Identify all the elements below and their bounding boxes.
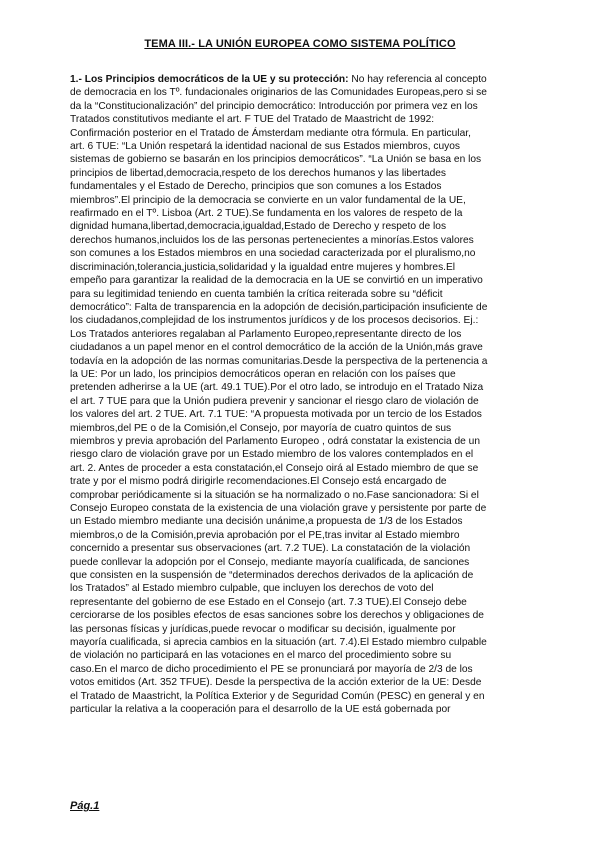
page-number: Pág.1	[70, 800, 100, 812]
paragraph-line: puede conllevar la adopción por el Consejo, mediante mayoría cualificada, de sanciones	[70, 556, 470, 568]
paragraph-line: da la “Constitucionalización” del principio democrático: Introducción por primera vez en los	[70, 100, 478, 112]
paragraph-line: sistemas de gobierno se basarán en los principios democráticos”. “La Unión se basa en los	[70, 154, 482, 166]
paragraph-line: los Tratados” al Estado miembro culpable, que incluyen los derechos de voto del	[70, 583, 434, 595]
paragraph-line: trate y por el mismo podrá dirigirle recomendaciones.El Consejo está encargado de	[70, 476, 447, 488]
paragraph-line: Los Tratados anteriores regalaban al Parlamento Europeo,representante directo de los	[70, 328, 462, 340]
paragraph-line: un Estado miembro mediante una decisión unánime,a propuesta de 1/3 de los Estados	[70, 516, 463, 528]
paragraph-line: fundamentales y el Estado de Derecho, principios que son comunes a los Estados	[70, 181, 442, 193]
paragraph-line: ciudadanos a un papel menor en el control democrático de la acción de la Unión,más grave	[70, 342, 483, 354]
paragraph-line: mayoría cualificada, si aprecia cambios en la situación (art. 7.4).El Estado miembro culpable	[70, 637, 487, 649]
paragraph-line: Consejo Europeo constata de la existencia de una violación grave y persistente por parte de	[70, 503, 487, 514]
paragraph-line: dignidad humana,libertad,democracia,igualdad,Estado de Derecho y respeto de los	[70, 221, 447, 233]
section-heading: 1.- Los Principios democráticos de la UE y su protección:	[70, 74, 349, 85]
paragraph-line: pretenden adherirse a la UE (art. 49.1 TUE).Por el otro lado, se introdujo en el Tratado Niza	[70, 382, 484, 394]
paragraph-line: miembros”.El principio de la democracia se convierte en un valor fundamental de la UE,	[70, 194, 466, 206]
paragraph-line: las personas físicas y jurídicas,puede revocar o modificar su decisión, igualmente por	[70, 623, 456, 635]
document-title: TEMA III.- LA UNIÓN EUROPEA COMO SISTEMA POLÍTICO	[144, 38, 456, 50]
paragraph-line: representante del gobierno de ese Estado en el Consejo (art. 7.3 TUE).El Consejo debe	[70, 596, 467, 608]
paragraph-line: miembros,o de la Comisión,previa aprobación por el PE,tras invitar al Estado miembro	[70, 529, 460, 541]
paragraph-line: el art. 7 TUE para que la Unión pudiera prevenir y sancionar el riesgo claro de violación de	[70, 395, 479, 407]
paragraph-line: comprobar periódicamente si la situación se ha normalizado o no.Fase sancionadora: Si el	[70, 489, 479, 501]
paragraph-line: reafirmado en el Tº. Lisboa (Art. 2 TUE).Se fundamenta en los valores de respeto de la	[70, 208, 463, 220]
paragraph-line: que consisten en la suspensión de “determinados derechos derivados de la aplicación de	[70, 570, 474, 582]
paragraph-line: Confirmación posterior en el Tratado de Ámsterdam mediante otra fórmula. En particular,	[70, 127, 471, 139]
paragraph-line: los valores del art. 2 TUE. Art. 7.1 TUE: “A propuesta motivada por un tercio de los Estados	[70, 409, 482, 421]
first-line	[70, 73, 534, 86]
paragraph-line: de democracia en los Tº. fundacionales originarios de las Comunidades Europeas,pero si se	[70, 87, 487, 99]
paragraph-line: derechos humanos,incluidos los de las personas pertenecientes a minorías.Estos valores	[70, 234, 474, 246]
paragraph-line: miembros,del PE o de la Comisión,el Consejo, por mayoría de cuatro quintos de sus	[70, 422, 452, 434]
paragraph-line: la UE: Por un lado, los principios democráticos operan en relación con los países que	[70, 368, 456, 380]
paragraph-line: particular la relativa a la cooperación para el desarrollo de la UE está gobernada por	[70, 704, 451, 716]
paragraph-line: los ciudadanos,complejidad de los instrumentos jurídicos y de los procesos decisorios. Ej.:	[70, 315, 479, 327]
paragraph-line: discriminación,tolerancia,justicia,solidaridad y la igualdad entre mujeres y hombres.El	[70, 261, 456, 273]
first-line-text: No hay referencia al concepto	[348, 74, 487, 85]
paragraph-line: de violación no participará en las votaciones en el marco del procedimiento sobre su	[70, 650, 452, 662]
paragraph-line: art. 2. Antes de proceder a esta constatación,el Consejo oirá al Estado miembro de que se	[70, 462, 479, 474]
paragraph-line: art. 6 TUE: “La Unión respetará la identidad nacional de sus Estados miembros, cuyos	[70, 141, 460, 153]
paragraph-line: riesgo claro de violación grave por un Estado miembro de los valores contemplados en el	[70, 449, 474, 461]
paragraph-line: votos emitidos (Art. 352 TFUE). Desde la perspectiva de la acción exterior de la UE: Desde	[70, 677, 482, 689]
paragraph-line: todavía en la adopción de las normas comunitarias.Desde la perspectiva de la pertenencia a	[70, 355, 488, 367]
paragraph-line: Tratados constitutivos mediante el art. F TUE del Tratado de Maastricht de 1992:	[70, 114, 435, 126]
paragraph-line: son comunes a los Estados miembros en una sociedad caracterizada por el pluralismo,no	[70, 248, 476, 260]
paragraph-line: miembros y previa aprobación del Parlamento Europeo , odrá constatar la existencia de un	[70, 435, 480, 447]
paragraph-line: democrático”: Falta de transparencia en la adopción de decisión,participación insuficiente de	[70, 301, 488, 313]
paragraph-line: caso.En el marco de dicho procedimiento el PE se pronunciará por mayoría de 2/3 de los	[70, 663, 473, 675]
paragraph-line: concernido a presentar sus observaciones (art. 7.2 TUE). La constatación de la violación	[70, 543, 471, 555]
paragraph-line: cerciorarse de los posibles efectos de esas sanciones sobre los derechos y obligaciones de	[70, 610, 484, 622]
document-body	[70, 73, 534, 717]
paragraph-line: el Tratado de Maastricht, la Política Exterior y de Seguridad Común (PESC) en general y en	[70, 690, 485, 702]
paragraph-line: principios de libertad,democracia,respeto de los derechos humanos y las libertades	[70, 167, 447, 179]
paragraph-line: empeño para garantizar la realidad de la democracia en la UE se convirtió en un imperativo	[70, 275, 483, 287]
paragraph-line: para su legitimidad teniendo en cuenta también la crítica reiterada sobre su “déficit	[70, 288, 443, 300]
